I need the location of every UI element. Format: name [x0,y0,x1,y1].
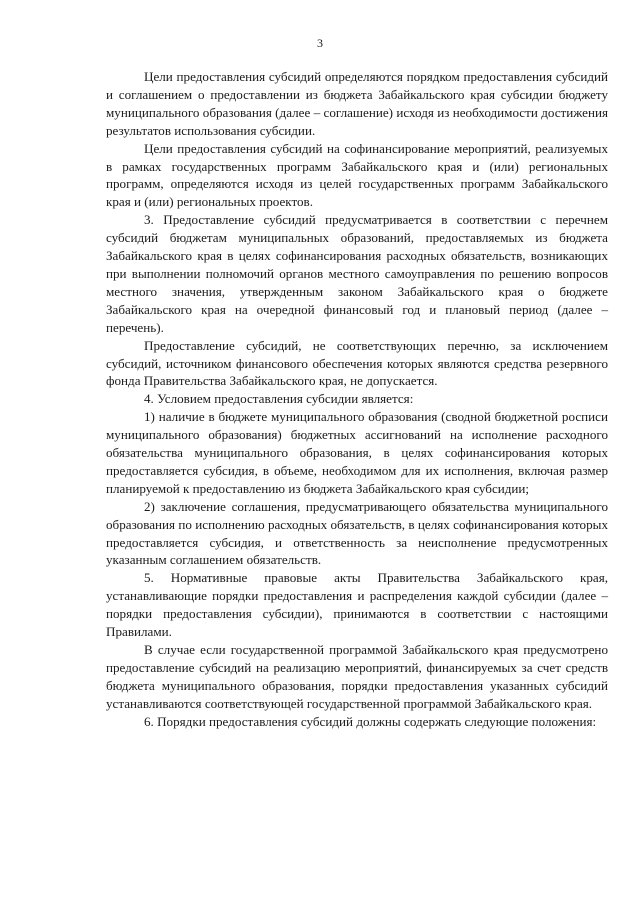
paragraph: 4. Условием предоставления субсидии является: [144,391,414,407]
paragraph: В случае если государственной программой Забайкальского края предусмотрено предоставление субсидий на реализацию мероприятий, финансируемых за счет средств бюджета муниципального образования, порядки предоставления указанных субсидий устанавливаются соответствующей государственной программой Забайкальского края. [106,642,608,711]
paragraph: 3. Предоставление субсидий предусматривается в соответствии с перечнем субсидий бюджетам муниципальных образований, предоставляемых из бюджета Забайкальского края в целях софинансирования расходных обязательств, возникающих при выполнении полномочий органов местного самоуправления по решению вопросов местного значения, утвержденным законом Забайкальского края о бюджете Забайкальского края на очередной финансовый год и плановый период (далее – перечень). [106,212,608,335]
paragraph: Предоставление субсидий, не соответствующих перечню, за исключением субсидий, источником финансового обеспечения которых являются средства резервного фонда Правительства Забайкальского края, не допускается. [106,337,608,389]
paragraph: 5. Нормативные правовые акты Правительства Забайкальского края, устанавливающие порядки предоставления и распределения каждой субсидии (далее – порядки предоставления субсидии), принимаются в соответствии с настоящими Правилами. [106,570,608,640]
paragraph: 6. Порядки предоставления субсидий должны содержать следующие положения: [144,713,597,729]
page-number: 3 [317,36,323,50]
document-body [106,68,608,731]
paragraph: 1) наличие в бюджете муниципального образования (сводной бюджетной росписи муниципального образования) бюджетных ассигнований на исполнение расходного обязательства муниципального образования, в целях софинансирования которых предоставляется субсидия, в объеме, необходимом для их исполнения, включая размер планируемой к предоставлению из бюджета Забайкальского края субсидии; [106,409,608,496]
paragraph: Цели предоставления субсидий на софинансирование мероприятий, реализуемых в рамках государственных программ Забайкальского края и (или) региональных программ, определяются исходя из целей государственных программ Забайкальского края и (или) региональных проектов. [106,140,608,210]
paragraph: Цели предоставления субсидий определяются порядком предоставления субсидий и соглашением о предоставлении из бюджета Забайкальского края субсидии бюджету муниципального образования (далее – соглашение) исходя из необходимости достижения результатов использования субсидии. [106,69,608,138]
paragraph: 2) заключение соглашения, предусматривающего обязательства муниципального образования по исполнению расходных обязательств, в целях софинансирования которых предоставляется субсидия, и ответственность за неисполнение предусмотренных указанным соглашением обязательств. [106,498,608,568]
